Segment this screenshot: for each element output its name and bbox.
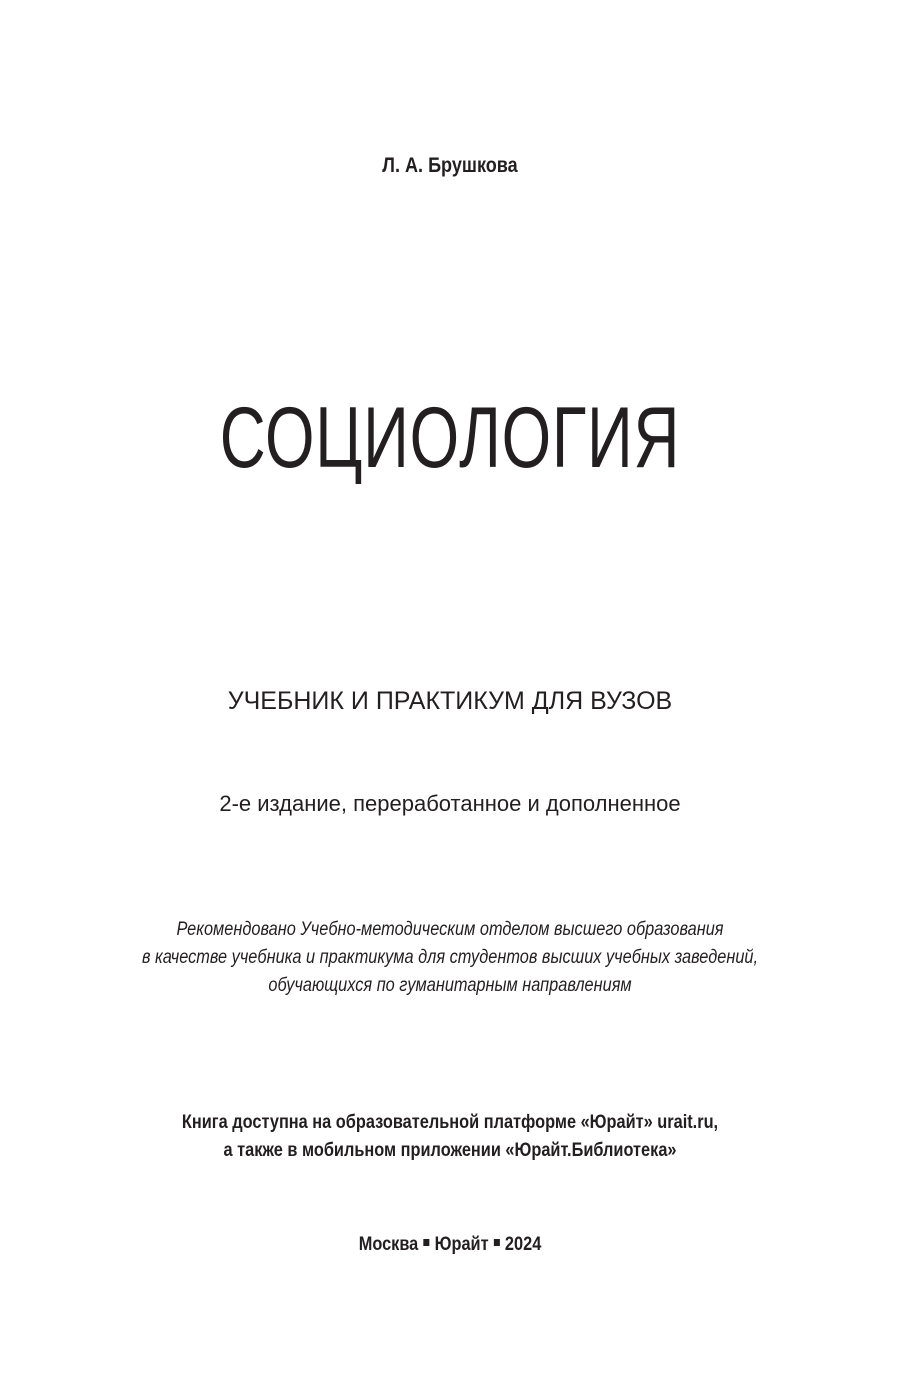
recommendation-block [63,916,837,1000]
imprint [63,1234,837,1256]
availability-line: Книга доступна на образовательной платформе «Юрайт» urait.ru, [181,1112,719,1133]
book-title: СОЦИОЛОГИЯ [219,390,681,486]
imprint-year: 2024 [504,1234,542,1255]
square-bullet-icon [423,1239,429,1246]
edition-statement: 2-е издание, переработанное и дополненное [219,791,681,816]
availability-block [63,1109,837,1165]
book-subtitle: УЧЕБНИК И ПРАКТИКУМ ДЛЯ ВУЗОВ [227,687,673,715]
availability-line: а также в мобильном приложении «Юрайт.Библиотека» [223,1140,677,1161]
recommendation-line: Рекомендовано Учебно-методическим отделом высшего образования [176,919,724,940]
imprint-city: Москва [358,1234,419,1255]
recommendation-line: обучающихся по гуманитарным направлениям [268,975,632,996]
imprint-publisher: Юрайт [434,1234,489,1255]
square-bullet-icon [494,1239,500,1246]
author-name: Л. А. Брушкова [382,154,518,177]
recommendation-line: в качестве учебника и практикума для студентов высших учебных заведений, [141,947,759,968]
